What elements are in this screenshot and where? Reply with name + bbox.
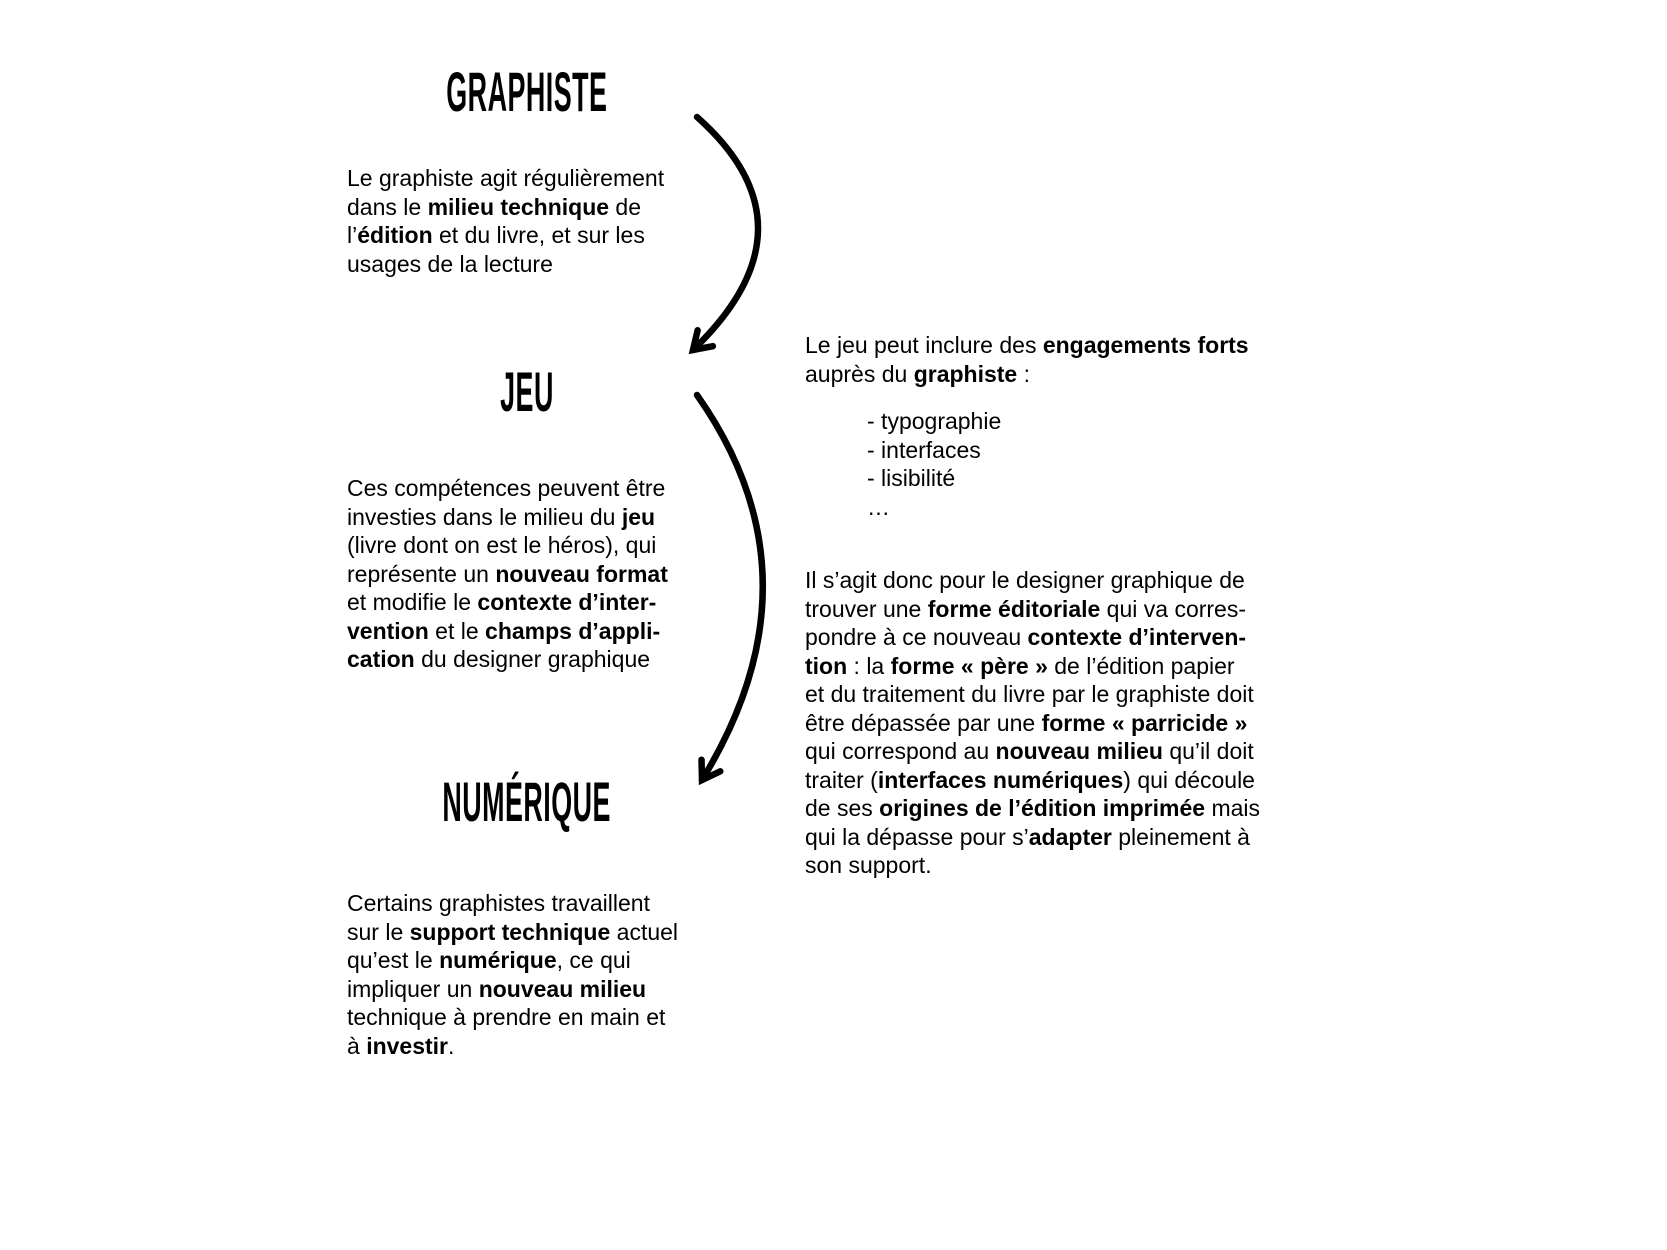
paragraph-conclusion: Il s’agit donc pour le designer graphique de trouver une forme éditoriale qui va corres- pondre à ce nouveau contexte d’interven- tion : la forme « père » de l’édition papier et du traitement du livre par le graphiste doit être dépassée par une forme « parricide » qui correspond au nouveau milieu qu’il doit traiter (interfaces numériques) qui découle de ses origines de l’édition imprimée mais qui la dépasse pour s’adapter pleinement à son support. bbox=[805, 567, 1261, 878]
list-item-ellipsis: … bbox=[867, 493, 890, 520]
paragraph-numerique: Certains graphistes travaillent sur le support technique actuel qu’est le numérique, ce qui impliquer un nouveau milieu technique à prendre en main et à investir. bbox=[347, 890, 679, 1059]
heading-numerique bbox=[347, 770, 707, 833]
paragraph-engagements-intro: Le jeu peut inclure des engagements forts auprès du graphiste : bbox=[805, 332, 1249, 387]
paragraph-graphiste: Le graphiste agit régulièrement dans le milieu technique de l’édition et du livre, et sur les usages de la lecture bbox=[347, 165, 665, 277]
list-item-interfaces: - interfaces bbox=[867, 436, 981, 463]
list-item-lisibilite: - lisibilité bbox=[867, 465, 956, 491]
heading-graphiste-label: GRAPHISTE bbox=[446, 60, 608, 123]
list-item-typographie: - typographie bbox=[867, 408, 1002, 434]
heading-jeu-label: JEU bbox=[500, 360, 554, 423]
engagements-list bbox=[867, 407, 1001, 521]
paragraph-jeu: Ces compétences peuvent être investies dans le milieu du jeu (livre dont on est le héros), qui représente un nouveau format et modifie le contexte d’inter- vention et le champs d’appli- cation du designer graphique bbox=[347, 475, 668, 672]
heading-jeu bbox=[347, 360, 707, 423]
heading-numerique-label: NUMÉRIQUE bbox=[442, 770, 612, 833]
heading-graphiste bbox=[347, 60, 707, 123]
arrow-graphiste-to-jeu-icon bbox=[693, 117, 758, 350]
arrow-jeu-to-numerique-icon bbox=[697, 395, 763, 780]
